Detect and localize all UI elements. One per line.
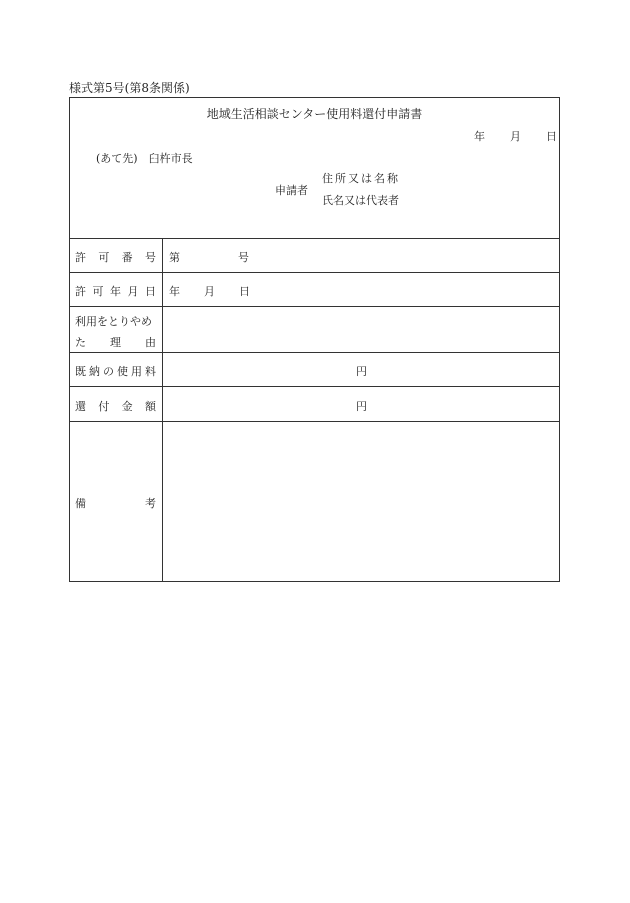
permit-number-suffix: 号: [238, 251, 249, 264]
paid-fee-label: 既 納 の 使 用 料: [75, 365, 156, 378]
cancel-reason-label-line1: 利用をとりやめ: [75, 315, 152, 328]
refund-amount-label: 還 付 金 額: [75, 400, 156, 413]
paid-fee-unit: 円: [356, 365, 367, 378]
permit-date-day: 日: [239, 285, 250, 298]
applicant-label: 申請者: [275, 184, 308, 197]
form-number: 様式第5号(第8条関係): [69, 81, 190, 95]
remarks-label: 備 考: [75, 497, 156, 510]
address-label: 住所又は名称: [322, 172, 400, 185]
date-year: 年: [474, 130, 485, 143]
column-divider: [162, 238, 163, 582]
addressee: (あて先) 臼杵市長: [96, 152, 193, 165]
cancel-reason-label-line2: た 理 由: [75, 336, 156, 349]
row-divider: [69, 386, 560, 387]
permit-date-year: 年: [169, 285, 180, 298]
permit-date-month: 月: [204, 285, 215, 298]
row-divider: [69, 272, 560, 273]
row-divider: [69, 421, 560, 422]
permit-number-prefix: 第: [169, 251, 180, 264]
permit-number-label: 許 可 番 号: [75, 251, 156, 264]
row-divider: [69, 238, 560, 239]
permit-date-label: 許 可 年 月 日: [75, 285, 156, 298]
row-divider: [69, 306, 560, 307]
date-month: 月: [510, 130, 521, 143]
date-day: 日: [546, 130, 557, 143]
row-divider: [69, 352, 560, 353]
refund-amount-unit: 円: [356, 400, 367, 413]
name-label: 氏名又は代表者: [322, 194, 399, 207]
document-title: 地域生活相談センター使用料還付申請書: [206, 107, 423, 121]
